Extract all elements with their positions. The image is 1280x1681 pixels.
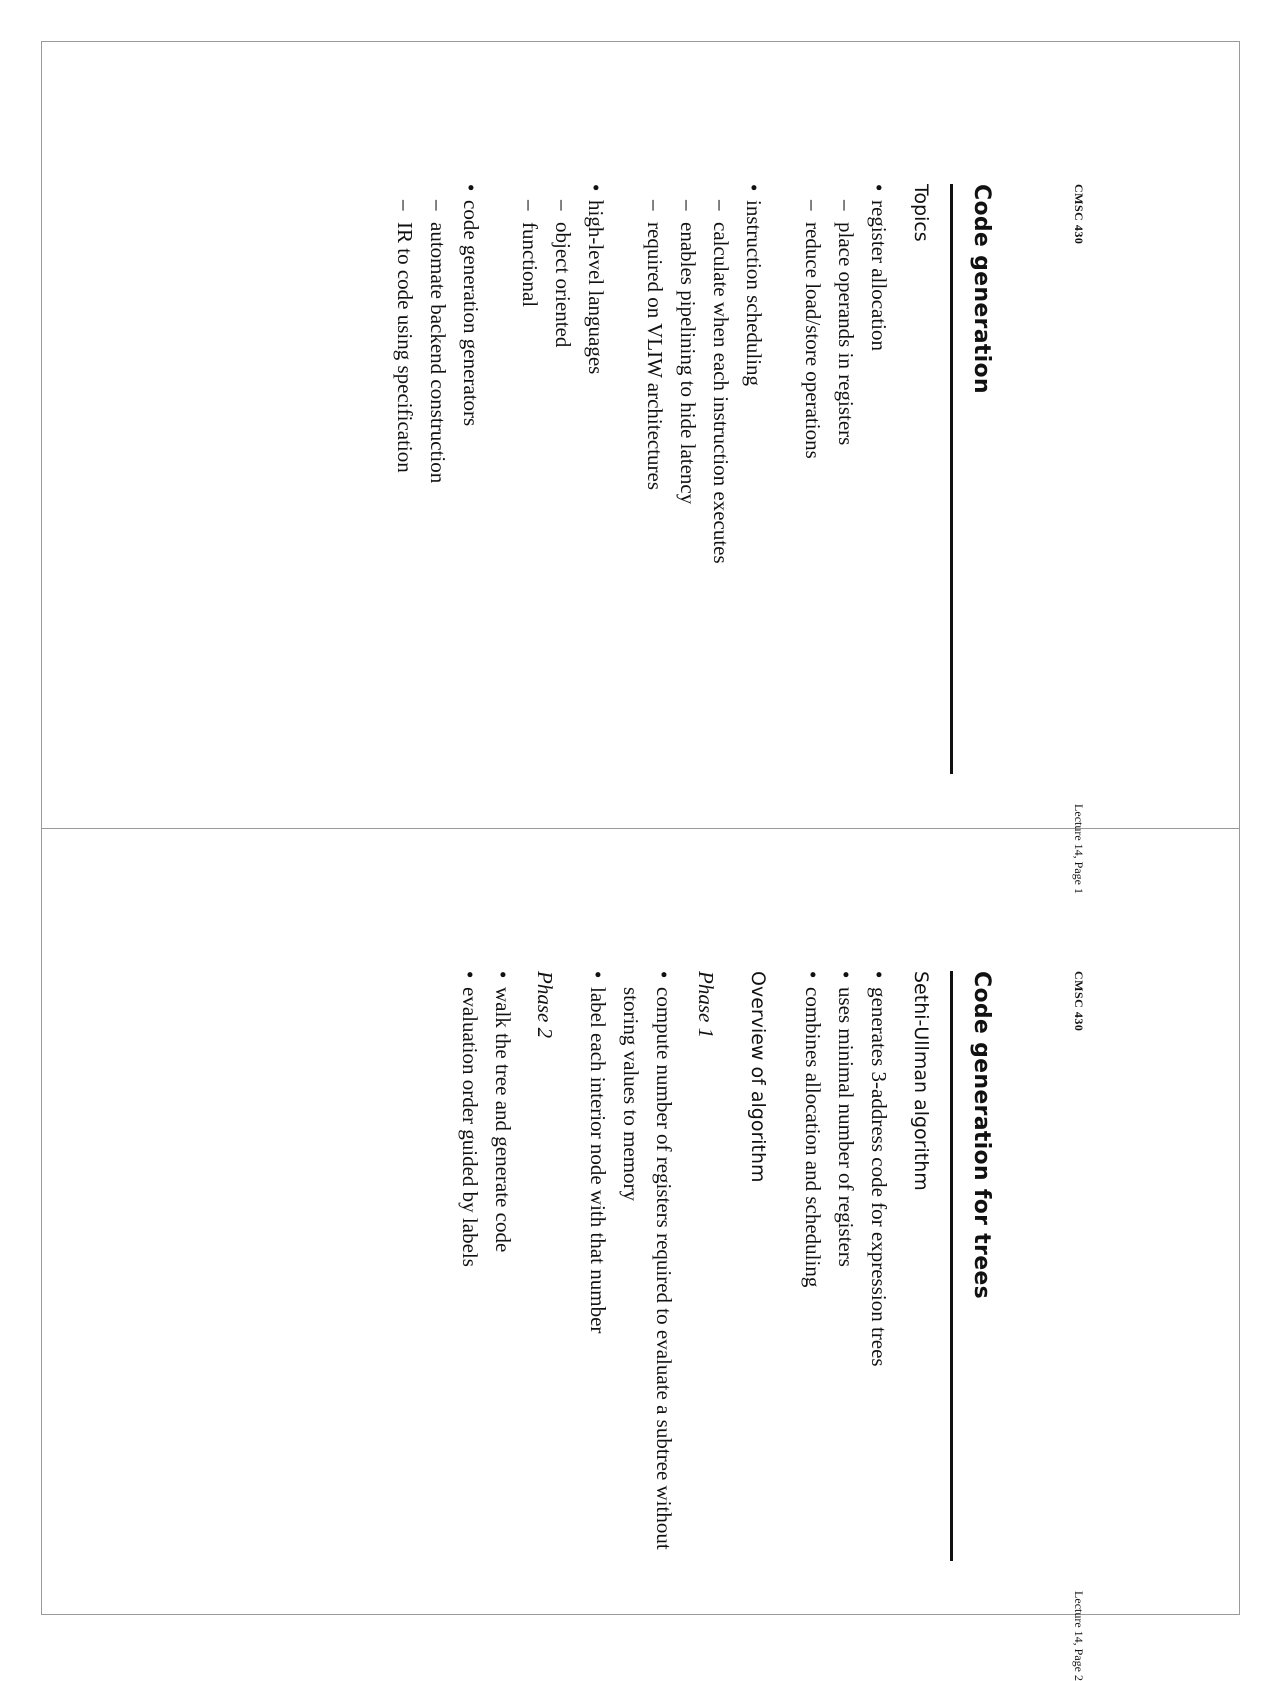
- bullet-item: • uses minimal number of registers: [829, 971, 862, 1561]
- topic-label: code generation generators: [459, 200, 483, 427]
- subtopic-item: – calculate when each instruction executes: [704, 200, 737, 774]
- bullet-item: • label each interior node with that number: [581, 971, 614, 1561]
- subtopic-item: – object oriented: [546, 200, 579, 774]
- course-code: CMSC 430: [1072, 184, 1086, 245]
- slide-1: [43, 42, 1239, 894]
- topic-item: [388, 184, 487, 774]
- subtopic-item: – reduce load/store operations: [796, 200, 829, 774]
- slide-footer: [1069, 971, 1089, 1681]
- bullet-item: • generates 3-address code for expression trees: [862, 971, 895, 1561]
- bullet-item: • combines allocation and scheduling: [796, 971, 829, 1561]
- topic-label: high-level languages: [584, 200, 608, 375]
- bullet-list: [453, 971, 519, 1561]
- phase-1-heading: Phase 1: [694, 971, 718, 1039]
- slide-content: [453, 971, 945, 1561]
- subtopic-list: [513, 200, 579, 774]
- topic-list: [388, 184, 895, 774]
- slide-title: Code generation: [950, 184, 995, 774]
- subtopic-list: [796, 200, 862, 774]
- phase-2-heading: Phase 2: [533, 971, 557, 1039]
- subtopic-item: – required on VLIW architectures: [638, 200, 671, 774]
- section-title-overview: Overview of algorithm: [747, 971, 769, 1183]
- slide-content: [362, 184, 945, 774]
- course-code: CMSC 430: [1072, 971, 1086, 1032]
- topic-label: register allocation: [867, 200, 891, 352]
- slide-title: Code generation for trees: [950, 971, 995, 1561]
- subtopic-item: – place operands in registers: [829, 200, 862, 774]
- bullet-list: [796, 971, 895, 1561]
- bullet-item: • compute number of registers required to evaluate a subtree without storing values to memory: [614, 971, 680, 1561]
- section-title-topics: Topics: [910, 184, 932, 242]
- slide-footer: [1069, 184, 1089, 894]
- page-number: Lecture 14, Page 1: [1072, 804, 1086, 894]
- page-number: Lecture 14, Page 2: [1072, 1591, 1086, 1681]
- bullet-list: [581, 971, 680, 1561]
- subtopic-item: – IR to code using specification: [388, 200, 421, 774]
- subtopic-list: [638, 200, 737, 774]
- subtopic-list: [388, 200, 454, 774]
- subtopic-item: – enables pipelining to hide latency: [671, 200, 704, 774]
- subtopic-item: – automate backend construction: [421, 200, 454, 774]
- topic-label: instruction scheduling: [742, 200, 766, 387]
- bullet-item: • walk the tree and generate code: [486, 971, 519, 1561]
- topic-item: [796, 184, 895, 774]
- topic-item: [513, 184, 612, 774]
- slide-2: [43, 829, 1239, 1681]
- bullet-item: • evaluation order guided by labels: [453, 971, 486, 1561]
- topic-item: [638, 184, 770, 774]
- subtopic-item: – functional: [513, 200, 546, 774]
- section-title-sethi-ullman: Sethi-Ullman algorithm: [910, 971, 932, 1191]
